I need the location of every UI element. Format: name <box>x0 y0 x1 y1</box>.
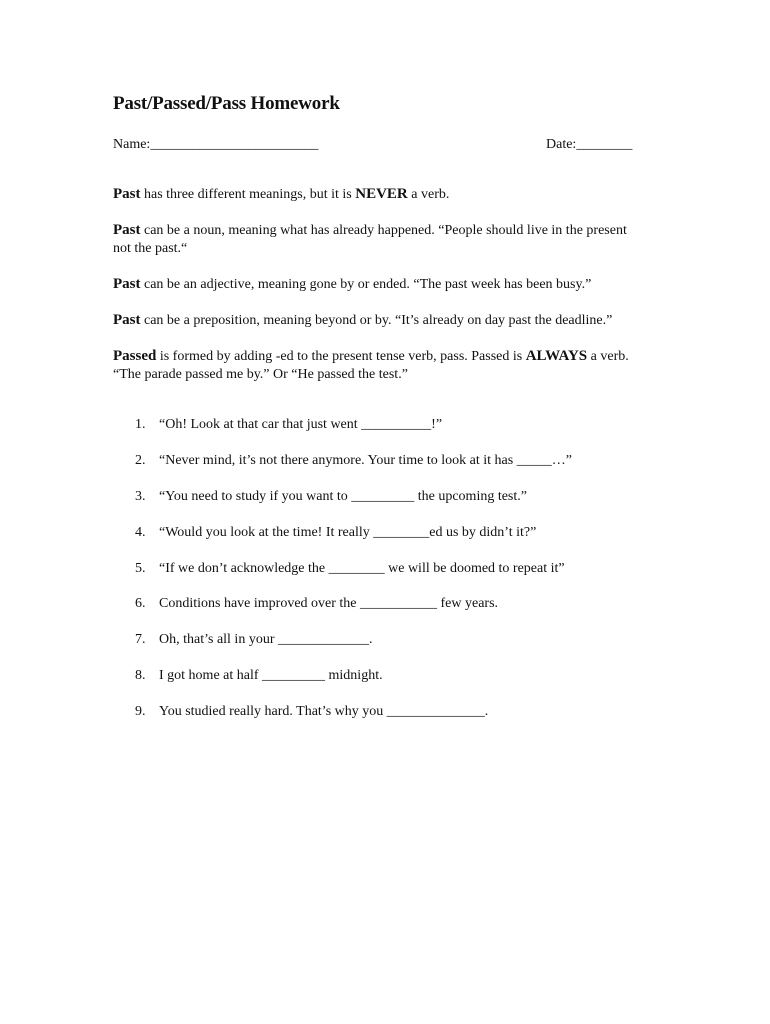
term-past: Past <box>113 312 141 328</box>
question-text: “Never mind, it’s not there anymore. Your time to look at it has _____…” <box>159 453 572 468</box>
paragraph-text: a verb. <box>407 187 450 202</box>
paragraph-text: can be a preposition, meaning beyond or by. “It’s already on day past the deadline.” <box>140 313 613 328</box>
question-number: 1. <box>135 417 146 432</box>
question-number: 5. <box>135 561 146 576</box>
intro-paragraph-3 <box>113 275 643 294</box>
question-text: “If we don’t acknowledge the ________ we will be doomed to repeat it” <box>159 561 565 576</box>
paragraph-text: has three different meanings, but it is <box>140 187 356 202</box>
term-past: Past <box>113 222 141 238</box>
question-text: Conditions have improved over the ___________ few years. <box>159 596 499 611</box>
question-text: You studied really hard. That’s why you ______________. <box>159 704 489 719</box>
paragraph-text: can be an adjective, meaning gone by or ended. “The past week has been busy.” <box>140 277 592 292</box>
emphasis-never: NEVER <box>355 186 408 202</box>
question-text: “You need to study if you want to _________ the upcoming test.” <box>159 489 527 504</box>
question-number: 9. <box>135 704 146 719</box>
question-text: “Oh! Look at that car that just went __________!” <box>159 417 443 432</box>
intro-paragraph-4 <box>113 311 643 330</box>
question-number: 7. <box>135 632 146 647</box>
term-past: Past <box>113 186 141 202</box>
date-field-line: Date:________ <box>546 137 633 152</box>
paragraph-text: is formed by adding -ed to the present tense verb, pass. Passed is <box>156 349 526 364</box>
question-number: 3. <box>135 489 146 504</box>
emphasis-always: ALWAYS <box>525 348 588 364</box>
question-number: 6. <box>135 596 146 611</box>
worksheet-title: Past/Passed/Pass Homework <box>113 93 340 114</box>
paragraph-text: a verb. “The parade passed me by.” Or “He passed the test.” <box>113 349 629 382</box>
intro-paragraph-2 <box>113 221 643 258</box>
intro-paragraph-5 <box>113 347 643 384</box>
question-number: 8. <box>135 668 146 683</box>
question-text: I got home at half _________ midnight. <box>159 668 383 683</box>
term-past: Past <box>113 276 141 292</box>
question-text: “Would you look at the time! It really ________ed us by didn’t it?” <box>159 525 537 540</box>
name-field-line: Name:________________________ <box>113 137 319 152</box>
paragraph-text: can be a noun, meaning what has already happened. “People should live in the present not the past.“ <box>113 223 627 256</box>
question-number: 2. <box>135 453 146 468</box>
question-number: 4. <box>135 525 146 540</box>
term-passed: Passed <box>113 348 157 364</box>
question-text: Oh, that’s all in your _____________. <box>159 632 373 647</box>
intro-paragraph-1 <box>113 185 643 204</box>
